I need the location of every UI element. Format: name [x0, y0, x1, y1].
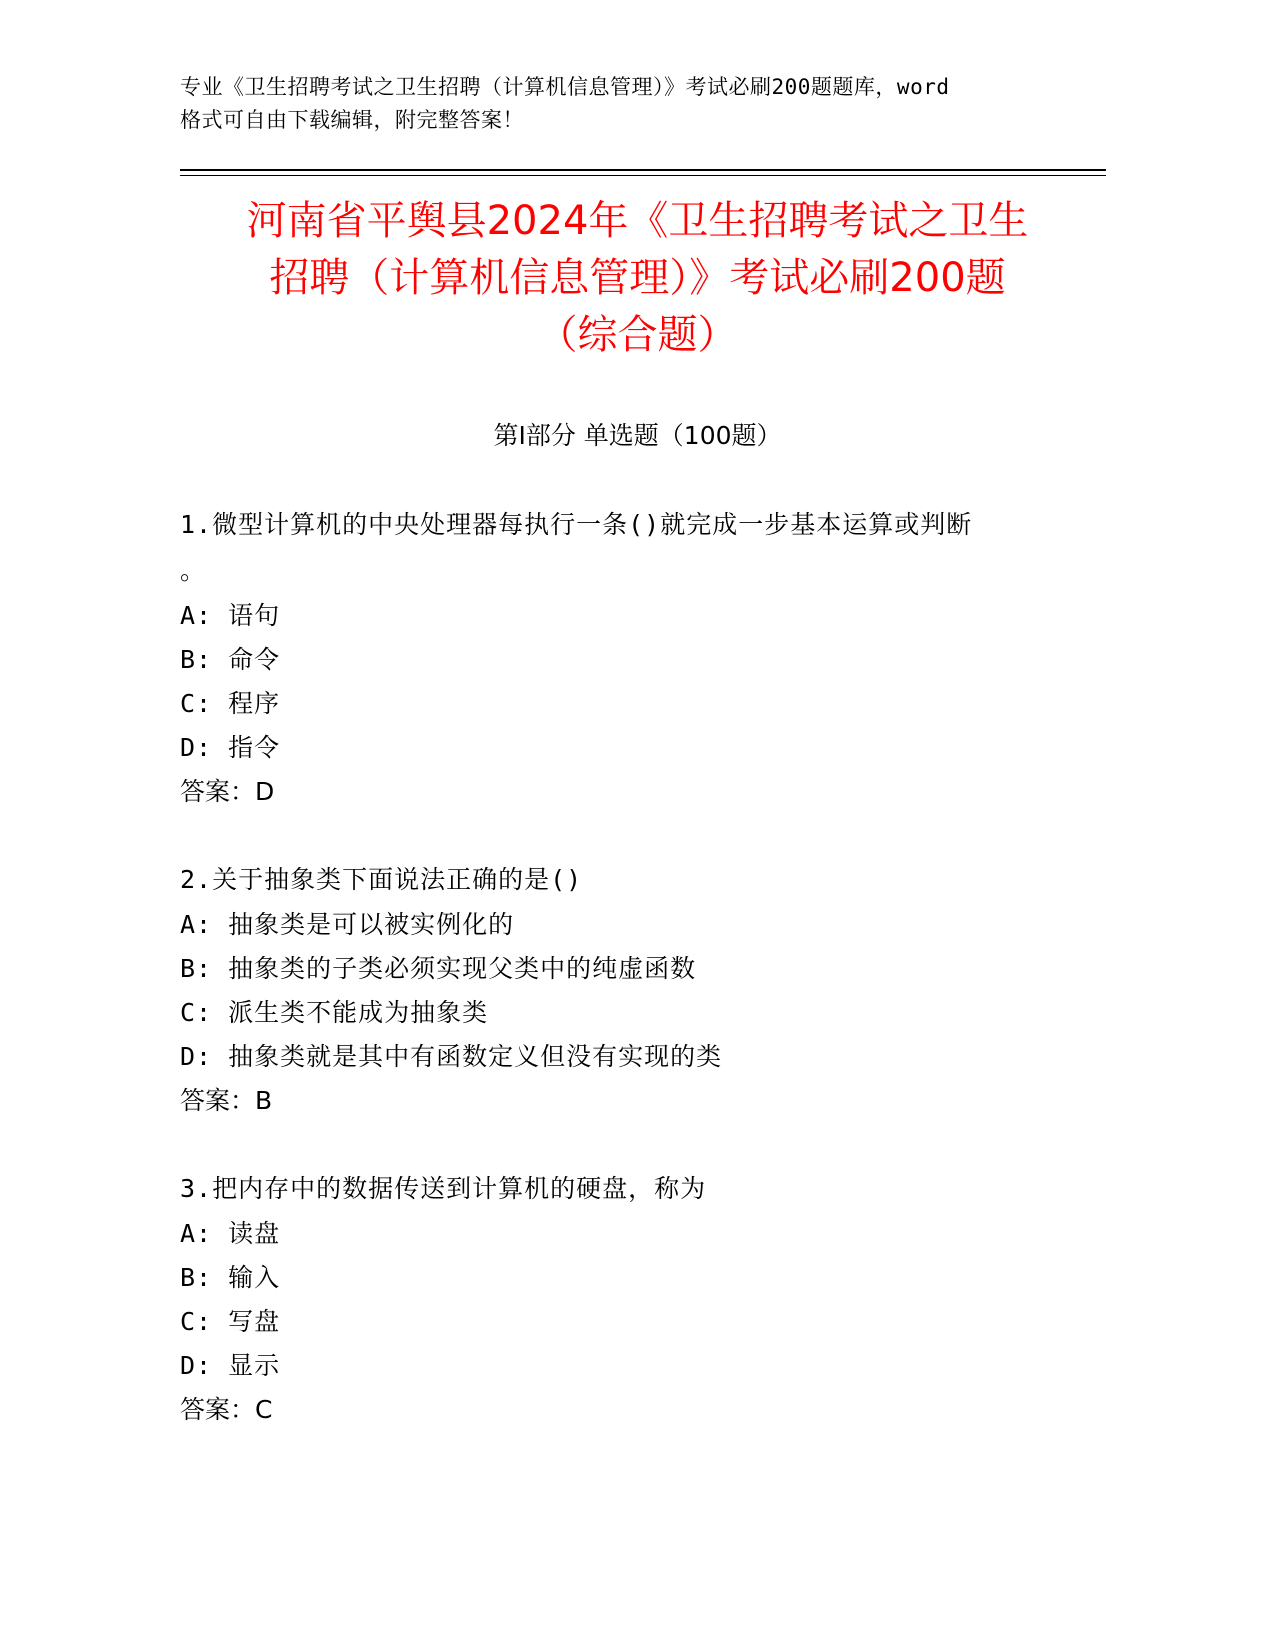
answer: 答案：C: [180, 1395, 273, 1424]
option-b: B: 输入: [180, 1263, 281, 1292]
question-stem: 2.关于抽象类下面说法正确的是(): [180, 865, 583, 894]
answer: 答案：D: [180, 777, 275, 806]
question-3: [180, 1166, 1120, 1432]
section-title: 第Ⅰ部分 单选题（100题）: [493, 421, 782, 450]
option-a: A: 抽象类是可以被实例化的: [180, 910, 515, 939]
option-b: B: 抽象类的子类必须实现父类中的纯虚函数: [180, 954, 697, 983]
option-b: B: 命令: [180, 645, 281, 674]
question-1: [180, 502, 1120, 814]
option-c: C: 程序: [180, 689, 281, 718]
document-title: [150, 193, 1125, 364]
header-note-line-1: 专业《卫生招聘考试之卫生招聘（计算机信息管理）》考试必刷200题题库，word: [180, 75, 950, 99]
option-c: C: 派生类不能成为抽象类: [180, 998, 489, 1027]
option-d: D: 指令: [180, 733, 281, 762]
question-stem: 3.把内存中的数据传送到计算机的硬盘，称为: [180, 1174, 707, 1203]
header-note: [180, 71, 1080, 137]
document-title-line-1: 河南省平舆县2024年《卫生招聘考试之卫生: [246, 198, 1029, 244]
option-a: A: 语句: [180, 601, 281, 630]
answer: 答案：B: [180, 1086, 273, 1115]
question-list: [180, 502, 1120, 1475]
header-rule-thick: [180, 169, 1106, 171]
document-title-line-2: 招聘（计算机信息管理）》考试必刷200题: [269, 255, 1006, 301]
question-stem-continuation: 。: [180, 556, 207, 585]
header-note-line-2: 格式可自由下载编辑，附完整答案！: [180, 108, 524, 132]
option-d: D: 抽象类就是其中有函数定义但没有实现的类: [180, 1042, 723, 1071]
option-d: D: 显示: [180, 1351, 281, 1380]
header-rule-thin: [180, 175, 1106, 176]
option-c: C: 写盘: [180, 1307, 281, 1336]
document-title-line-3: （综合题）: [537, 312, 738, 358]
question-2: [180, 857, 1120, 1123]
option-a: A: 读盘: [180, 1219, 281, 1248]
question-stem: 1.微型计算机的中央处理器每执行一条()就完成一步基本运算或判断: [180, 510, 973, 539]
